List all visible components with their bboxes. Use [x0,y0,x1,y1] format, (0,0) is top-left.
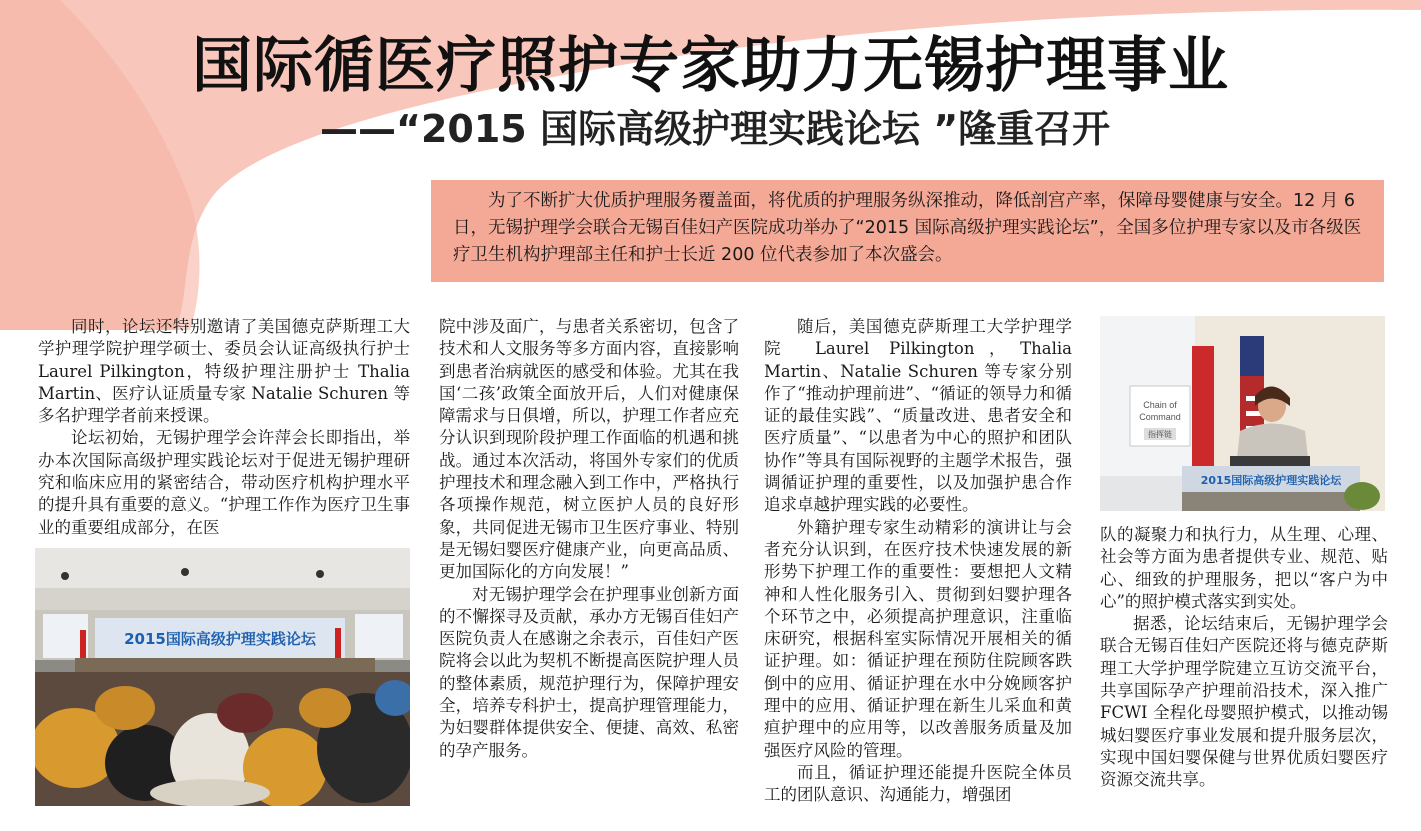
paragraph: 随后，美国德克萨斯理工大学护理学院 Laurel Pilkington，Thalia Martin、Natalie Schuren 等专家分别作了“推动护理前进”、“循证的领导力和循证的最佳实践”、“质量改进、患者安全和医疗质量”、“以患者为中心的照护和团队协作”等具有国际视野的主题学术报告，强调循证护理的重要性，以及加强护患合作追求卓越护理实践的必要性。 [764,317,1072,515]
speaker-photo [1100,316,1385,511]
lead-paragraph: 为了不断扩大优质护理服务覆盖面，将优质的护理服务纵深推动，降低剖宫产率，保障母婴健康与安全。12 月 6 日，无锡护理学会联合无锡百佳妇产医院成功举办了“2015 国际高级护理实践论坛”，全国多位护理专家以及市各级医疗卫生机构护理部主任和护士长近 200 位代表参加了本次盛会。 [453,191,1362,265]
column-2 [439,316,739,762]
column-1 [38,316,410,539]
paragraph: 而且，循证护理还能提升医院全体员工的团队意识、沟通能力，增强团 [764,762,1072,805]
slide-text-3: 指挥链 [1148,430,1172,439]
subheadline: ——“2015 国际高级护理实践论坛 ”隆重召开 [320,107,1111,151]
speaker-photo-illustration [1100,316,1385,511]
slide-text-1: Chain of [1143,400,1177,410]
slide-text-2: Command [1139,412,1181,422]
column-4 [1100,524,1388,792]
lead-box [431,180,1384,282]
paragraph: 对无锡护理学会在护理事业创新方面的不懈探寻及贡献，承办方无锡百佳妇产医院负责人在感谢之余表示，百佳妇产医院将会以此为契机不断提高医院护理人员的整体素质，规范护理行为，保障护理安全，培养专科护士，提高护理管理能力，为妇婴群体提供安全、便捷、高效、私密的孕产服务。 [439,584,739,760]
paragraph-continued: 院中涉及面广，与患者关系密切，包含了技术和人文服务等多方面内容，直接影响到患者治病就医的感受和体验。尤其在我国‘二孩’政策全面放开后，人们对健康保障需求与日俱增，所以，护理工作者应充分认识到现阶段护理工作面临的机遇和挑战。通过本次活动，将国外专家们的优质护理技术和理念融入到工作中，严格执行各项操作规范，树立医护人员的良好形象，共同促进无锡市卫生医疗事业、特别是无锡妇婴医疗健康产业，向更高品质、更加国际化的方向发展！” [439,317,739,582]
conference-photo [35,548,410,806]
paragraph-continued: 队的凝聚力和执行力，从生理、心理、社会等方面为患者提供专业、规范、贴心、细致的护理服务，把以“客户为中心”的照护模式落实到实处。 [1100,525,1388,611]
headline: 国际循医疗照护专家助力无锡护理事业 [192,31,1229,101]
photo-banner-text: 2015国际高级护理实践论坛 [124,630,316,648]
paragraph: 论坛初始，无锡护理学会许萍会长即指出，举办本次国际高级护理实践论坛对于促进无锡护理研究和临床应用的紧密结合，带动医疗机构护理水平的提升具有重要的意义。“护理工作作为医疗卫生事业的重要组成部分，在医 [38,428,410,537]
paragraph: 同时，论坛还特别邀请了美国德克萨斯理工大学护理学院护理学硕士、委员会认证高级执行护士 Laurel Pilkington，特级护理注册护士 Thalia Martin、医疗认证质量专家 Natalie Schuren 等多名护理学者前来授课。 [38,317,410,426]
column-3 [764,316,1072,807]
paragraph: 外籍护理专家生动精彩的演讲让与会者充分认识到，在医疗技术快速发展的新形势下护理工作的重要性：要想把人文精神和人性化服务引入、贯彻到妇婴护理各个环节之中，必须提高护理意识，注重临床研究，根据科室实际情况开展相关的循证护理。如：循证护理在预防住院顾客跌倒中的应用、循证护理在水中分娩顾客护理中的应用、循证护理在新生儿采血和黄疸护理中的应用等，以改善服务质量及加强医疗风险的管理。 [764,517,1072,760]
speaker-banner-text: 2015国际高级护理实践论坛 [1200,474,1342,487]
conference-photo-illustration [35,548,410,806]
paragraph: 据悉，论坛结束后，无锡护理学会联合无锡百佳妇产医院还将与德克萨斯理工大学护理学院建立互访交流平台，共享国际孕产护理前沿技术，深入推广 FCWI 全程化母婴照护模式，以推动锡城妇婴医疗事业发展和提升服务层次，实现中国妇婴保健与世界优质妇婴医疗资源交流共享。 [1100,614,1388,790]
